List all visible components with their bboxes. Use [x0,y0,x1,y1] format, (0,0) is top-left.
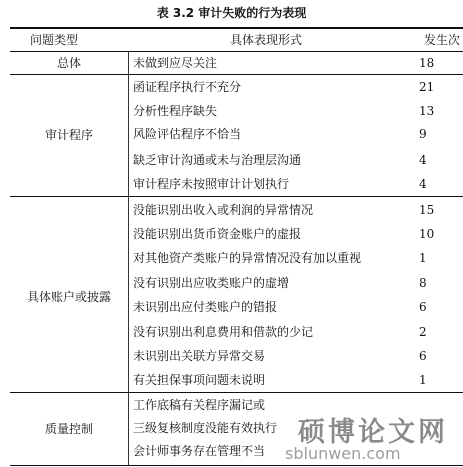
table-row [129,75,463,99]
table-row [129,393,463,417]
table-row [129,51,463,75]
row-count: 6 [419,300,427,314]
row-count: 1 [419,373,427,387]
row-form: 未做到应尽关注 [133,56,218,70]
table-bottom-rule [10,465,463,466]
watermark-text: 硕博论文网 [298,417,448,448]
column-header-form: 具体表现形式 [230,33,303,47]
table-row [129,439,463,463]
table-row [129,368,463,392]
row-form: 对其他资产类账户的异常情况没有加以重视 [133,251,362,265]
row-count: 4 [419,153,427,167]
table-row [129,122,463,146]
table-row [129,222,463,246]
watermark-url: sblunwen.com [285,444,401,463]
row-count: 6 [419,349,427,363]
row-count: 2 [419,325,427,339]
group-label-quality-control: 质量控制 [44,422,93,436]
row-form: 会计师事务存在管理不当 [133,444,266,458]
table-row [129,344,463,368]
row-form: 分析性程序缺失 [133,104,218,118]
row-count: 15 [419,203,435,217]
table-row [129,271,463,295]
column-header-count: 发生次 [424,33,461,47]
row-form: 工作底稿有关程序漏记或 [133,398,266,412]
table-row [129,99,463,123]
table-row [129,198,463,222]
row-form: 缺乏审计沟通或未与治理层沟通 [133,153,302,167]
row-form: 未识别出关联方异常交易 [133,349,266,363]
row-form: 没有识别出应收类账户的虚增 [133,276,290,290]
row-form: 风险评估程序不恰当 [133,127,242,141]
table-row [129,416,463,440]
row-form: 没有识别出利息费用和借款的少记 [133,325,314,339]
row-form: 未识别出应付类账户的错报 [133,300,278,314]
row-count: 1 [419,251,427,265]
row-count: 10 [419,227,435,241]
table-row [129,172,463,196]
row-form: 函证程序执行不充分 [133,80,242,94]
table-caption: 表 3.2 审计失败的行为表现 [156,6,307,20]
table-row [129,246,463,270]
row-count: 4 [419,177,427,191]
row-count: 8 [419,276,427,290]
row-form: 没能识别出收入或利润的异常情况 [133,203,314,217]
row-form: 审计程序未按照审计计划执行 [133,177,290,191]
row-count: 9 [419,127,427,141]
row-form: 三级复核制度没能有效执行 [133,421,278,435]
group-label-audit-procedure: 审计程序 [44,128,93,142]
group-label-specific-accounts: 具体账户或披露 [26,290,111,304]
row-count: 18 [419,56,435,70]
table-row [129,320,463,344]
table-row [129,295,463,319]
group-divider [10,196,463,197]
table-row [129,148,463,172]
row-form: 有关担保事项问题未说明 [133,373,266,387]
group-label-overall: 总体 [56,56,81,70]
row-form: 没能识别出货币资金账户的虚报 [133,227,302,241]
column-header-type: 问题类型 [30,33,79,47]
row-count: 21 [419,80,435,94]
row-count: 13 [419,104,435,118]
